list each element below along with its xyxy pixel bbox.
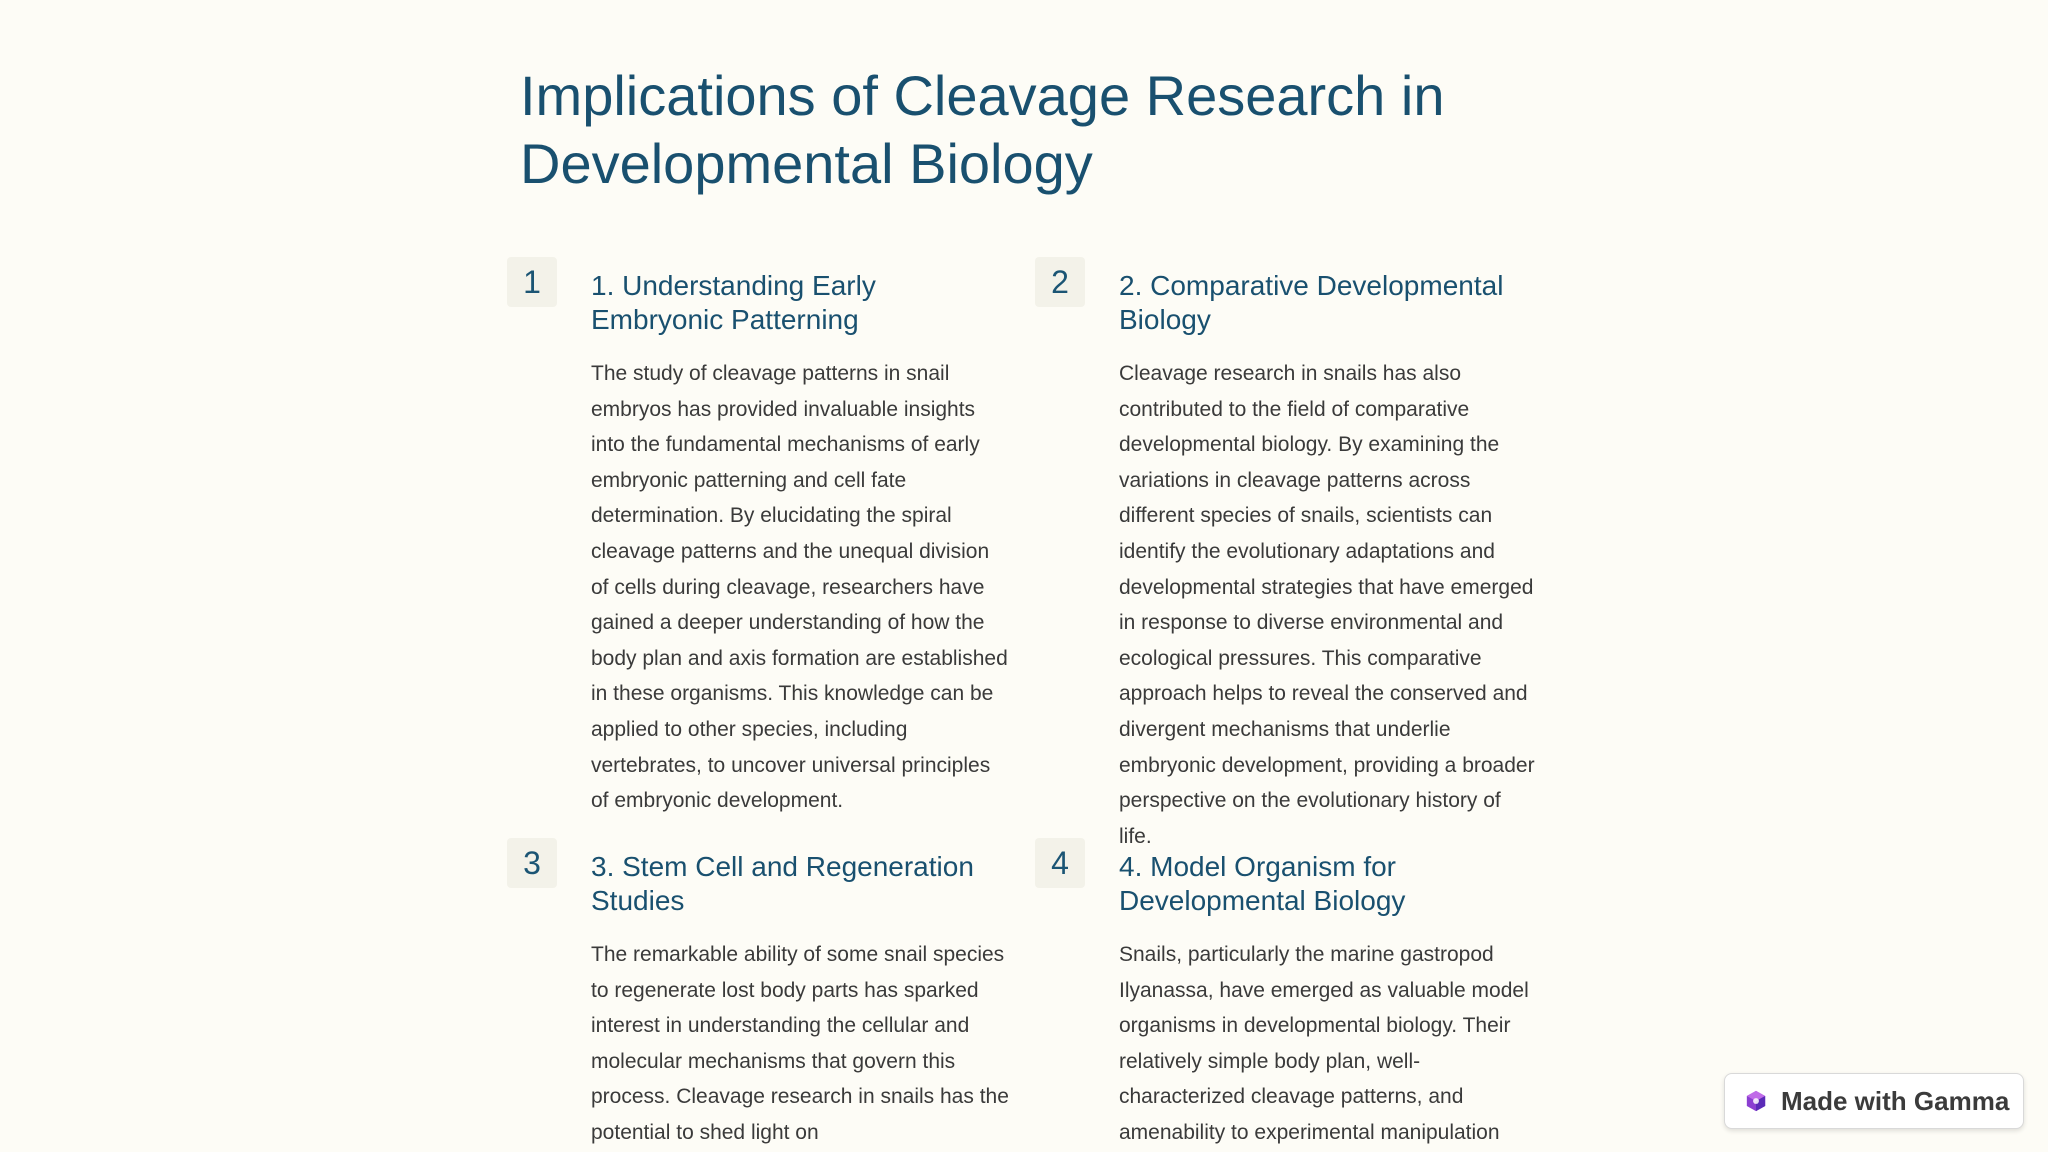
item-number-badge: 4 <box>1035 838 1085 888</box>
item-number-badge: 3 <box>507 838 557 888</box>
item-title: 4. Model Organism for Developmental Biology <box>1119 851 1406 916</box>
item-title: 3. Stem Cell and Regeneration Studies <box>591 851 974 916</box>
item-title: 2. Comparative Developmental Biology <box>1119 270 1504 335</box>
item-body: Cleavage research in snails has also contributed to the field of comparative developmental biology. By examining the variations in cleavage patterns across different species of snails, scientists can identify the evolutionary adaptations and developmental strategies that have emerged in response to diverse environmental and ecological pressures. This comparative approach helps to reveal the conserved and divergent mechanisms that underlie embryonic development, providing a broader perspective on the evolutionary history of life. <box>1119 362 1535 848</box>
page-title-line-1: Implications of Cleavage Research in <box>520 64 1445 127</box>
gamma-badge-label: Made with Gamma <box>1781 1085 2010 1116</box>
item-body: Snails, particularly the marine gastropod Ilyanassa, have emerged as valuable model organisms in developmental biology. Their relatively simple body plan, well-characterized cleavage patterns, and amenability to experimental manipulation <box>1119 943 1529 1144</box>
page-title <box>520 62 1520 198</box>
item-body: The study of cleavage patterns in snail embryos has provided invaluable insights into the fundamental mechanisms of early embryonic patterning and cell fate determination. By elucidating the spiral cleavage patterns and the unequal division of cells during cleavage, researchers have gained a deeper understanding of how the body plan and axis formation are established in these organisms. This knowledge can be applied to other species, including vertebrates, to uncover universal principles of embryonic development. <box>591 362 1008 813</box>
gamma-logo-icon <box>1745 1090 1767 1112</box>
item-number-badge: 2 <box>1035 257 1085 307</box>
made-with-gamma-button[interactable] <box>1724 1073 2024 1129</box>
item-number-badge: 1 <box>507 257 557 307</box>
item-title: 1. Understanding Early Embryonic Patterning <box>591 270 876 335</box>
item-body: The remarkable ability of some snail species to regenerate lost body parts has sparked interest in understanding the cellular and molecular mechanisms that govern this process. Cleavage research in snails has the potential to shed light on <box>591 943 1009 1144</box>
page-title-line-2: Developmental Biology <box>520 132 1093 195</box>
